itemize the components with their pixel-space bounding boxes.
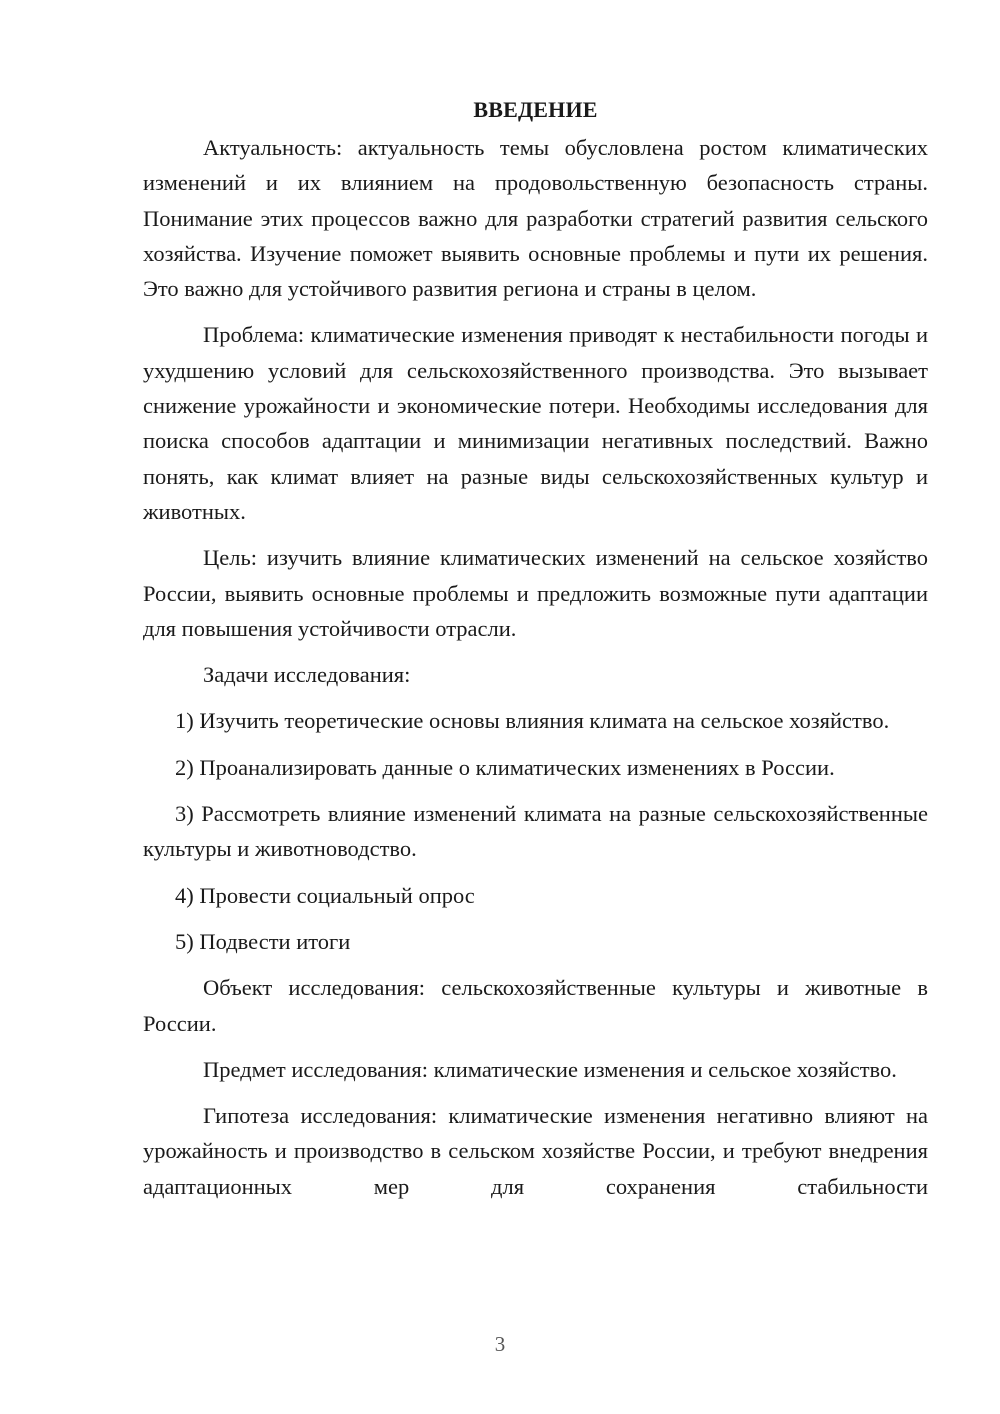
paragraph-problem: Проблема: климатические изменения приводят к нестабильности погоды и ухудшению условий для сельскохозяйственного производства. Это вызывает снижение урожайности и экономические потери. Необходимы исследования для поиска способов адаптации и минимизации негативных последствий. Важно понять, как климат влияет на разные виды сельскохозяйственных культур и животных.	[143, 322, 928, 524]
paragraph-relevance: Актуальность: актуальность темы обусловлена ростом климатических изменений и их влиянием на продовольственную безопасность страны. Понимание этих процессов важно для разработки стратегий развития сельского хозяйства. Изучение поможет выявить основные проблемы и пути их решения. Это важно для устойчивого развития региона и страны в целом.	[143, 135, 928, 302]
paragraph-object: Объект исследования: сельскохозяйственные культуры и животные в России.	[143, 975, 928, 1036]
task-item-3: 3) Рассмотреть влияние изменений климата на разные сельскохозяйственные культуры и животноводство.	[143, 801, 928, 862]
page-number: 3	[494, 1332, 506, 1356]
document-page	[143, 92, 928, 1204]
task-item-2: 2) Проанализировать данные о климатических изменениях в России.	[175, 754, 835, 780]
paragraph-subject: Предмет исследования: климатические изменения и сельское хозяйство.	[203, 1056, 897, 1082]
task-item-1: 1) Изучить теоретические основы влияния климата на сельское хозяйство.	[175, 708, 890, 734]
paragraph-goal: Цель: изучить влияние климатических изменений на сельское хозяйство России, выявить основные проблемы и предложить возможные пути адаптации для повышения устойчивости отрасли.	[143, 545, 928, 641]
section-title: ВВЕДЕНИЕ	[473, 97, 598, 122]
paragraph-hypothesis: Гипотеза исследования: климатические изменения негативно влияют на урожайность и производство в сельском хозяйстве России, и требуют внедрения адаптационных мер для сохранения стабильности	[143, 1103, 928, 1199]
paragraph-tasks-heading: Задачи исследования:	[203, 662, 411, 688]
task-item-4: 4) Провести социальный опрос	[175, 882, 475, 908]
task-item-5: 5) Подвести итоги	[175, 928, 351, 954]
